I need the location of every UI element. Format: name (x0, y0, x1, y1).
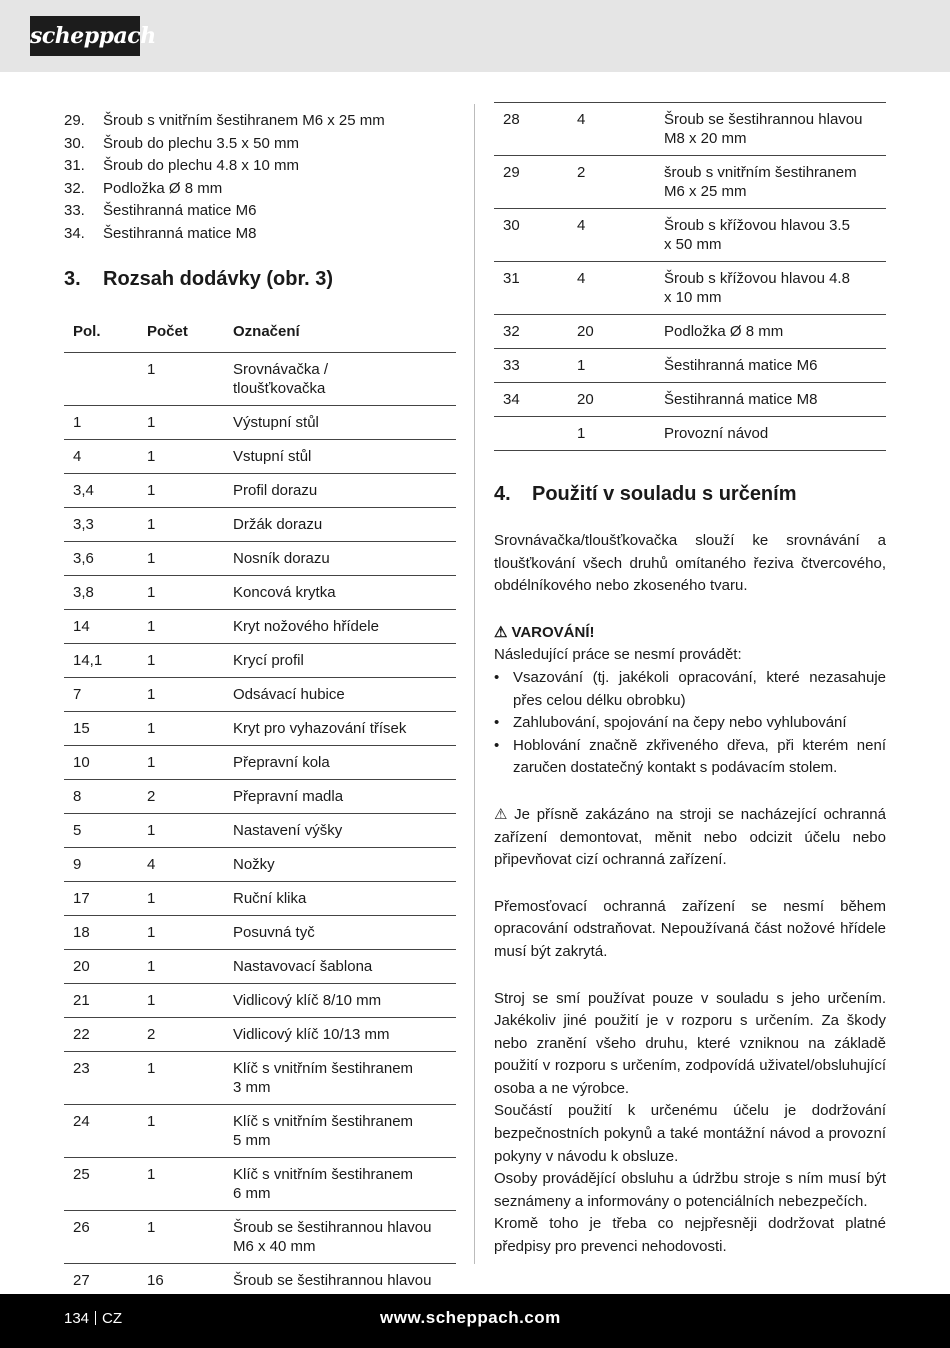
cell-pos: 24 (64, 1104, 147, 1157)
cell-pos: 23 (64, 1051, 147, 1104)
intended-use-text: Stroj se smí používat pouze v souladu s jeho určením. Jakékoliv jiné použití je v rozporu s určením. Za škody nebo zranění všeho druhu, které vzniknou na základě použití v rozporu s určením, zodpovídá uživatel/obsluhující osoba a ne výrobce. (494, 989, 886, 1097)
table-row (64, 541, 456, 575)
cell-name: Provozní návod (664, 417, 886, 451)
cell-name: Nastavovací šablona (233, 949, 456, 983)
cell-qty: 20 (577, 383, 664, 417)
website-url: www.scheppach.com (380, 1308, 561, 1327)
cell-qty: 4 (577, 103, 664, 156)
cell-name: Odsávací hubice (233, 677, 456, 711)
item-text: Podložka Ø 8 mm (103, 179, 223, 197)
cell-pos (64, 352, 147, 405)
cell-pos: 18 (64, 915, 147, 949)
table-row (64, 439, 456, 473)
cell-pos: 25 (64, 1157, 147, 1210)
warning-bullet-list (494, 667, 886, 780)
cell-qty: 1 (147, 745, 233, 779)
table-row (64, 575, 456, 609)
warning-paragraph (494, 804, 886, 872)
table-row (64, 609, 456, 643)
cell-name: šroub s vnitřním šestihranem M6 x 25 mm (664, 156, 886, 209)
cell-name: Vidlicový klíč 10/13 mm (233, 1017, 456, 1051)
section-heading (64, 268, 456, 291)
parts-list (64, 110, 456, 246)
cell-pos: 3,3 (64, 507, 147, 541)
intended-use-text: Součástí použití k určenému účelu je dodržování bezpečnostních pokynů a také montážní návod a provozní pokyny v návodu k obsluze. (494, 1102, 886, 1165)
cell-name: Přepravní kola (233, 745, 456, 779)
cell-qty: 1 (147, 609, 233, 643)
header-pos: Pol. (64, 321, 147, 353)
cell-name: Držák dorazu (233, 507, 456, 541)
cell-name: Šestihranná matice M8 (664, 383, 886, 417)
cell-qty: 1 (147, 507, 233, 541)
item-number: 31. (64, 157, 85, 175)
table-row (494, 349, 886, 383)
right-column (494, 102, 886, 1259)
cell-name: Klíč s vnitřním šestihranem 5 mm (233, 1104, 456, 1157)
table-row (494, 156, 886, 209)
cell-pos: 28 (494, 103, 577, 156)
table-row (64, 881, 456, 915)
cell-qty: 1 (147, 813, 233, 847)
left-column (64, 110, 456, 1317)
cell-name: Krycí profil (233, 643, 456, 677)
cell-name: Šroub s křížovou hlavou 3.5 x 50 mm (664, 209, 886, 262)
cell-qty: 1 (147, 405, 233, 439)
cell-qty: 1 (147, 575, 233, 609)
cell-pos: 34 (494, 383, 577, 417)
cell-name: Kryt nožového hřídele (233, 609, 456, 643)
cell-pos: 32 (494, 315, 577, 349)
cell-name: Klíč s vnitřním šestihranem 3 mm (233, 1051, 456, 1104)
cell-name: Posuvná tyč (233, 915, 456, 949)
section-title: Použití v souladu s určením (532, 483, 797, 505)
table-row (494, 383, 886, 417)
item-number: 34. (64, 224, 85, 242)
section-heading (494, 483, 886, 506)
cell-qty: 1 (147, 352, 233, 405)
intended-use-text: Osoby provádějící obsluhu a údržbu stroje s ním musí být seznámeny a informovány o potenciálních nebezpečích. (494, 1170, 886, 1210)
cell-pos: 14 (64, 609, 147, 643)
cell-pos: 33 (494, 349, 577, 383)
footer-separator (95, 1311, 96, 1325)
cell-name: Ruční klika (233, 881, 456, 915)
cell-qty: 1 (147, 541, 233, 575)
cell-qty: 1 (147, 915, 233, 949)
item-text: Šestihranná matice M8 (103, 224, 257, 242)
bullet-item: • Vsazování (tj. jakékoli opracování, které nezasahuje přes celou délku obrobku) (494, 667, 886, 712)
section-title: Rozsah dodávky (obr. 3) (103, 267, 334, 290)
cell-qty: 1 (147, 711, 233, 745)
table-row (64, 352, 456, 405)
cell-qty: 2 (147, 779, 233, 813)
cell-name: Klíč s vnitřním šestihranem 6 mm (233, 1157, 456, 1210)
intended-use-paragraphs (494, 988, 886, 1259)
cell-name: Nosník dorazu (233, 541, 456, 575)
cell-qty: 1 (577, 417, 664, 451)
cell-pos: 3,4 (64, 473, 147, 507)
warning-text: Je přísně zakázáno na stroji se nacházející ochranná zařízení demontovat, měnit nebo odcizit účelu nebo připevňovat cizí ochranná zařízení. (494, 805, 886, 869)
item-number: 29. (64, 112, 85, 129)
bullet-item: • Hoblování značně zkřiveného dřeva, při kterém není zaručen dostatečný kontakt s podávacím stolem. (494, 735, 886, 780)
delivery-table (64, 321, 456, 1317)
section-number: 4. (494, 483, 511, 505)
table-row (64, 915, 456, 949)
item-text: Šroub do plechu 4.8 x 10 mm (103, 157, 299, 175)
cell-name: Nastavení výšky (233, 813, 456, 847)
list-item (64, 223, 456, 246)
table-row (64, 1210, 456, 1263)
table-row (494, 262, 886, 315)
cell-pos: 17 (64, 881, 147, 915)
table-row (494, 209, 886, 262)
list-item (64, 133, 456, 156)
cell-qty: 1 (147, 473, 233, 507)
item-text: Šroub do plechu 3.5 x 50 mm (103, 134, 299, 152)
cell-pos: 26 (64, 1210, 147, 1263)
page-footer (0, 1294, 950, 1348)
cell-qty: 1 (147, 1157, 233, 1210)
table-row (64, 1104, 456, 1157)
cell-name: Podložka Ø 8 mm (664, 315, 886, 349)
cell-name: Šroub se šestihrannou hlavou M6 x 40 mm (233, 1210, 456, 1263)
table-row (64, 1017, 456, 1051)
cell-pos: 31 (494, 262, 577, 315)
cell-pos: 10 (64, 745, 147, 779)
cell-name: Vidlicový klíč 8/10 mm (233, 983, 456, 1017)
cell-qty: 1 (147, 643, 233, 677)
table-row (64, 983, 456, 1017)
table-row (494, 315, 886, 349)
brand-logo: scheppach (30, 16, 140, 56)
table-row (64, 677, 456, 711)
header-qty: Počet (147, 321, 233, 353)
cell-qty: 1 (147, 1210, 233, 1263)
cell-qty: 2 (577, 156, 664, 209)
warning-heading (494, 622, 886, 645)
page-number: 134 (64, 1310, 90, 1327)
table-row (64, 813, 456, 847)
list-item (64, 178, 456, 201)
table-row (64, 745, 456, 779)
cell-qty: 1 (147, 949, 233, 983)
table-row (64, 1157, 456, 1210)
intro-paragraph: Srovnávačka/tloušťkovačka slouží ke srovnávání a tloušťkování všech druhů omítaného řeziva čtvercového, obdélníkového nebo zkoseného tvaru. (494, 532, 886, 595)
warning-title: VAROVÁNÍ! (511, 623, 595, 641)
language-code: CZ (102, 1310, 123, 1327)
column-divider (474, 104, 475, 1264)
cell-pos: 15 (64, 711, 147, 745)
cell-pos: 7 (64, 677, 147, 711)
page-header (0, 0, 950, 72)
cell-name: Koncová krytka (233, 575, 456, 609)
item-number: 33. (64, 202, 85, 220)
cell-qty: 1 (147, 677, 233, 711)
delivery-table-continued (494, 102, 886, 451)
cell-qty: 4 (577, 209, 664, 262)
cell-name: Kryt pro vyhazování třísek (233, 711, 456, 745)
list-item (64, 155, 456, 178)
cell-qty: 20 (577, 315, 664, 349)
table-row (64, 711, 456, 745)
page-info (64, 1310, 122, 1327)
warning-lead: Následující práce se nesmí provádět: (494, 646, 742, 664)
table-row (64, 779, 456, 813)
cell-name: Přepravní madla (233, 779, 456, 813)
list-item (64, 110, 456, 133)
cell-pos: 30 (494, 209, 577, 262)
cell-qty: 1 (147, 881, 233, 915)
cell-qty: 1 (147, 1104, 233, 1157)
cell-pos: 9 (64, 847, 147, 881)
warning-icon: ⚠ (494, 805, 511, 823)
cell-pos: 20 (64, 949, 147, 983)
cell-pos: 5 (64, 813, 147, 847)
table-row (64, 473, 456, 507)
cell-pos: 1 (64, 405, 147, 439)
bullet-item: • Zahlubování, spojování na čepy nebo vyhlubování (494, 712, 886, 735)
cell-pos: 3,8 (64, 575, 147, 609)
warning-icon: ⚠ (494, 623, 508, 641)
cell-name: Šroub se šestihrannou hlavou M8 x 20 mm (664, 103, 886, 156)
cell-qty: 1 (147, 1051, 233, 1104)
section-number: 3. (64, 267, 81, 290)
item-text: Šestihranná matice M6 (103, 202, 257, 220)
cell-pos (494, 417, 577, 451)
list-item (64, 200, 456, 223)
cell-qty: 16 (147, 1263, 233, 1316)
cell-qty: 4 (577, 262, 664, 315)
cell-name: Šestihranná matice M6 (664, 349, 886, 383)
table-row (64, 405, 456, 439)
table-row (494, 417, 886, 451)
item-text: Šroub s vnitřním šestihranem M6 x 25 mm (103, 112, 385, 129)
cell-qty: 1 (577, 349, 664, 383)
cell-qty: 4 (147, 847, 233, 881)
cell-pos: 4 (64, 439, 147, 473)
table-row (64, 643, 456, 677)
cell-pos: 27 (64, 1263, 147, 1316)
cell-name: Výstupní stůl (233, 405, 456, 439)
cell-name: Nožky (233, 847, 456, 881)
cell-name: Šroub s křížovou hlavou 4.8 x 10 mm (664, 262, 886, 315)
table-row (64, 507, 456, 541)
cell-pos: 29 (494, 156, 577, 209)
table-row (64, 847, 456, 881)
cell-qty: 1 (147, 439, 233, 473)
cell-pos: 21 (64, 983, 147, 1017)
item-number: 30. (64, 134, 85, 152)
cell-pos: 3,6 (64, 541, 147, 575)
cell-name: Srovnávačka / tloušťkovačka (233, 352, 456, 405)
cell-name: Šroub se šestihrannou hlavou (233, 1263, 456, 1316)
header-name: Označení (233, 321, 456, 353)
intended-use-text: Kromě toho je třeba co nejpřesněji dodržovat platné předpisy pro prevenci nehodovosti. (494, 1215, 886, 1256)
cell-qty: 2 (147, 1017, 233, 1051)
cell-name: Profil dorazu (233, 473, 456, 507)
item-number: 32. (64, 179, 85, 197)
table-row (494, 103, 886, 156)
cell-name: Vstupní stůl (233, 439, 456, 473)
cell-pos: 22 (64, 1017, 147, 1051)
cell-pos: 8 (64, 779, 147, 813)
cell-pos: 14,1 (64, 643, 147, 677)
cell-qty: 1 (147, 983, 233, 1017)
table-header-row (64, 321, 456, 353)
bridge-guard-paragraph: Přemosťovací ochranná zařízení se nesmí během opracování odstraňovat. Nepoužívaná část nožové hřídele musí být zakrytá. (494, 897, 886, 960)
table-row (64, 1051, 456, 1104)
table-row (64, 949, 456, 983)
